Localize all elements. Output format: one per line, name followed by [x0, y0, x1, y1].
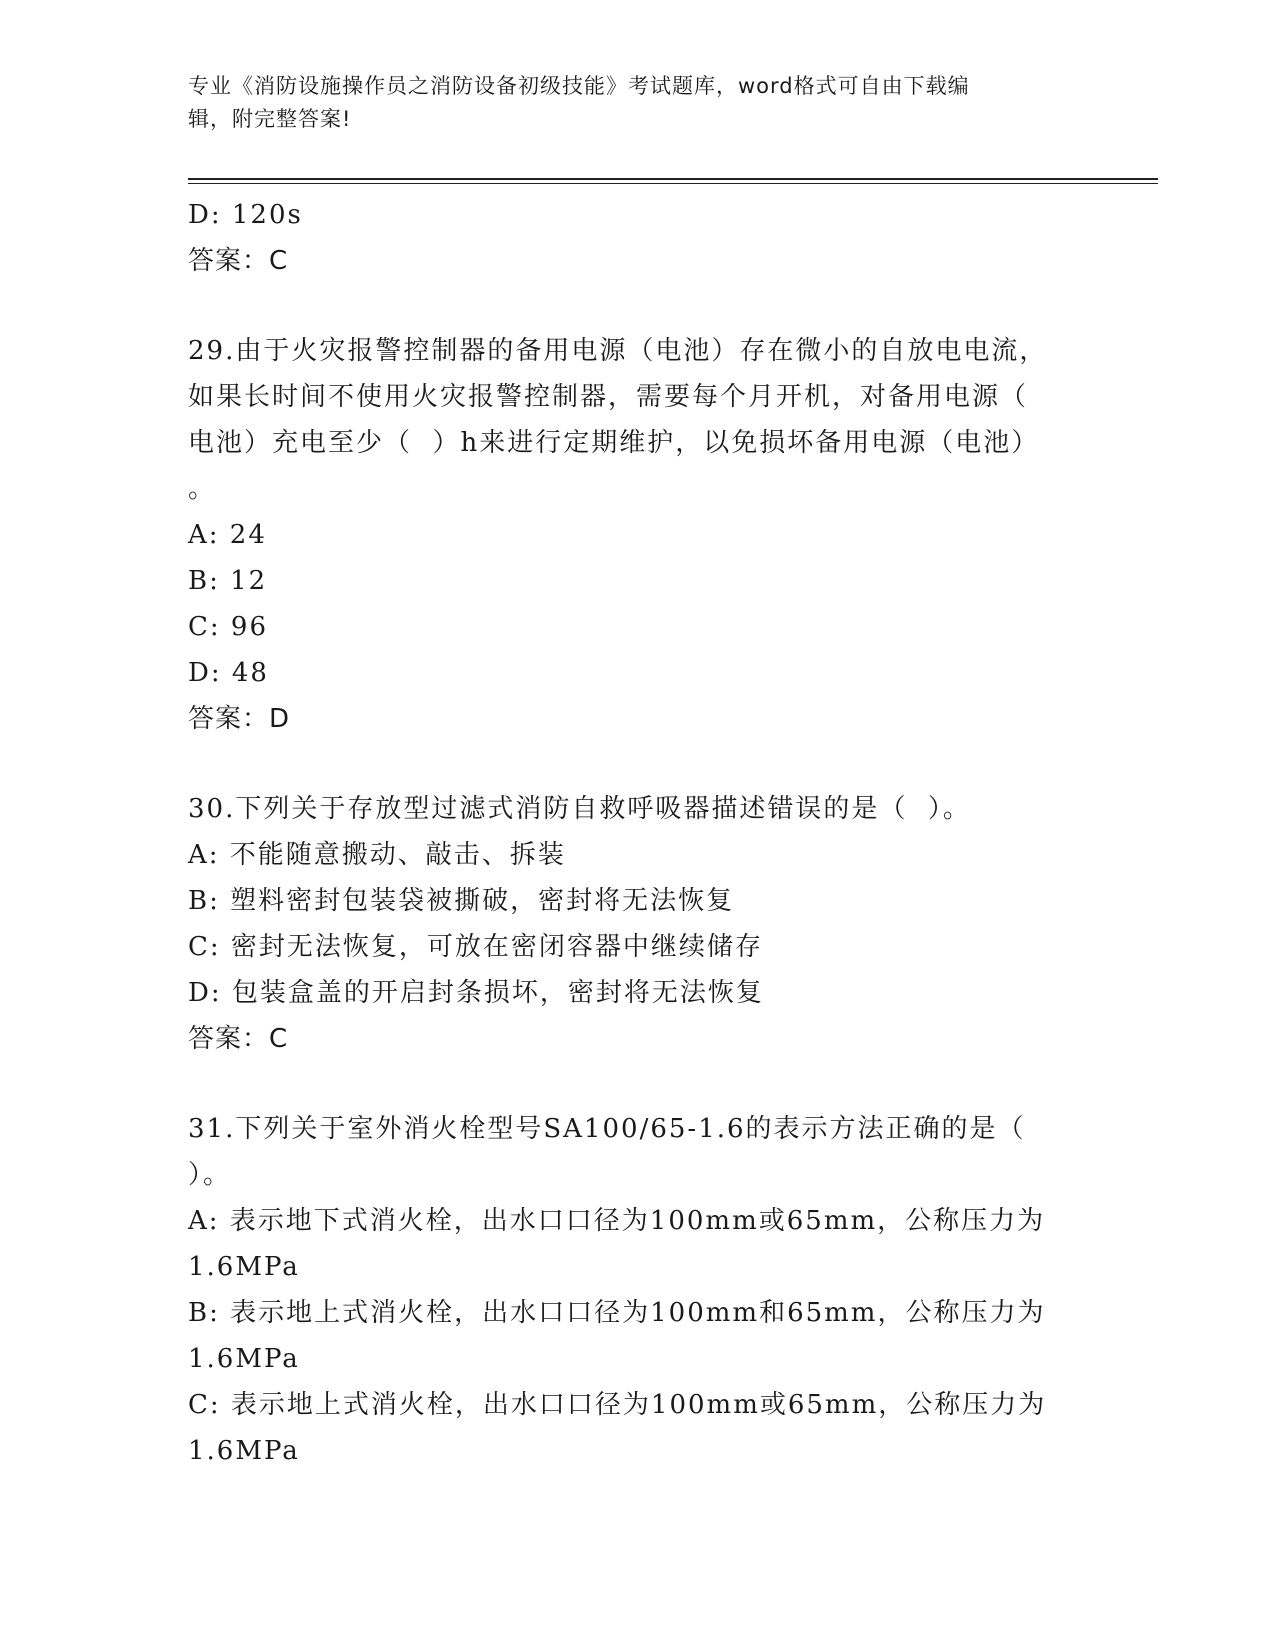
- q31-option-c-line-1: C: 表示地上式消火栓，出水口口径为100mm或65mm，公称压力为: [188, 1390, 1047, 1420]
- question-31: [188, 1106, 1088, 1474]
- header-line-2: 辑，附完整答案!: [188, 107, 352, 131]
- q31-option-b-line-1: B: 表示地上式消火栓，出水口口径为100mm和65mm，公称压力为: [188, 1298, 1046, 1328]
- q29-option-c: C: 96: [188, 612, 269, 642]
- q30-option-c: C: 密封无法恢复，可放在密闭容器中继续储存: [188, 932, 763, 962]
- q30-option-b: B: 塑料密封包装袋被撕破，密封将无法恢复: [188, 886, 735, 916]
- question-29: [188, 328, 1088, 742]
- q29-answer: 答案：D: [188, 704, 291, 734]
- header-rule-thin: [188, 183, 1158, 184]
- q29-stem-line-3: 电池）充电至少（ ）h来进行定期维护，以免损坏备用电源（电池）: [188, 428, 1040, 458]
- q31-stem-line-1: 31.下列关于室外消火栓型号SA100/65-1.6的表示方法正确的是（: [188, 1114, 1026, 1144]
- prev-answer: 答案：C: [188, 246, 289, 276]
- spacer: [188, 1062, 1088, 1106]
- q29-stem-line-2: 如果长时间不使用火灾报警控制器，需要每个月开机，对备用电源（: [188, 382, 1029, 412]
- q29-option-d: D: 48: [188, 658, 269, 688]
- q30-option-a: A: 不能随意搬动、敲击、拆装: [188, 840, 566, 870]
- page-header: [188, 70, 1088, 136]
- q31-stem-line-2: ）。: [188, 1160, 232, 1190]
- q30-stem-line-1: 30.下列关于存放型过滤式消防自救呼吸器描述错误的是（ ）。: [188, 794, 971, 824]
- header-rule-thick: [188, 178, 1158, 180]
- spacer: [188, 742, 1088, 786]
- q29-stem-line-4: 。: [188, 474, 217, 504]
- q31-option-c-line-2: 1.6MPa: [188, 1436, 300, 1466]
- q30-answer: 答案：C: [188, 1024, 289, 1054]
- content: [188, 192, 1088, 1474]
- q29-option-a: A: 24: [188, 520, 267, 550]
- header-line-1: 专业《消防设施操作员之消防设备初级技能》考试题库，word格式可自由下载编: [188, 74, 970, 98]
- q31-option-b-line-2: 1.6MPa: [188, 1344, 300, 1374]
- question-30: [188, 786, 1088, 1062]
- q29-option-b: B: 12: [188, 566, 268, 596]
- q31-option-a-line-1: A: 表示地下式消火栓，出水口口径为100mm或65mm，公称压力为: [188, 1206, 1046, 1236]
- q31-option-a-line-2: 1.6MPa: [188, 1252, 300, 1282]
- q29-stem-line-1: 29.由于火灾报警控制器的备用电源（电池）存在微小的自放电电流，: [188, 336, 1048, 366]
- q30-option-d: D: 包装盒盖的开启封条损坏，密封将无法恢复: [188, 978, 764, 1008]
- spacer: [188, 284, 1088, 328]
- prev-option-d: D: 120s: [188, 200, 303, 230]
